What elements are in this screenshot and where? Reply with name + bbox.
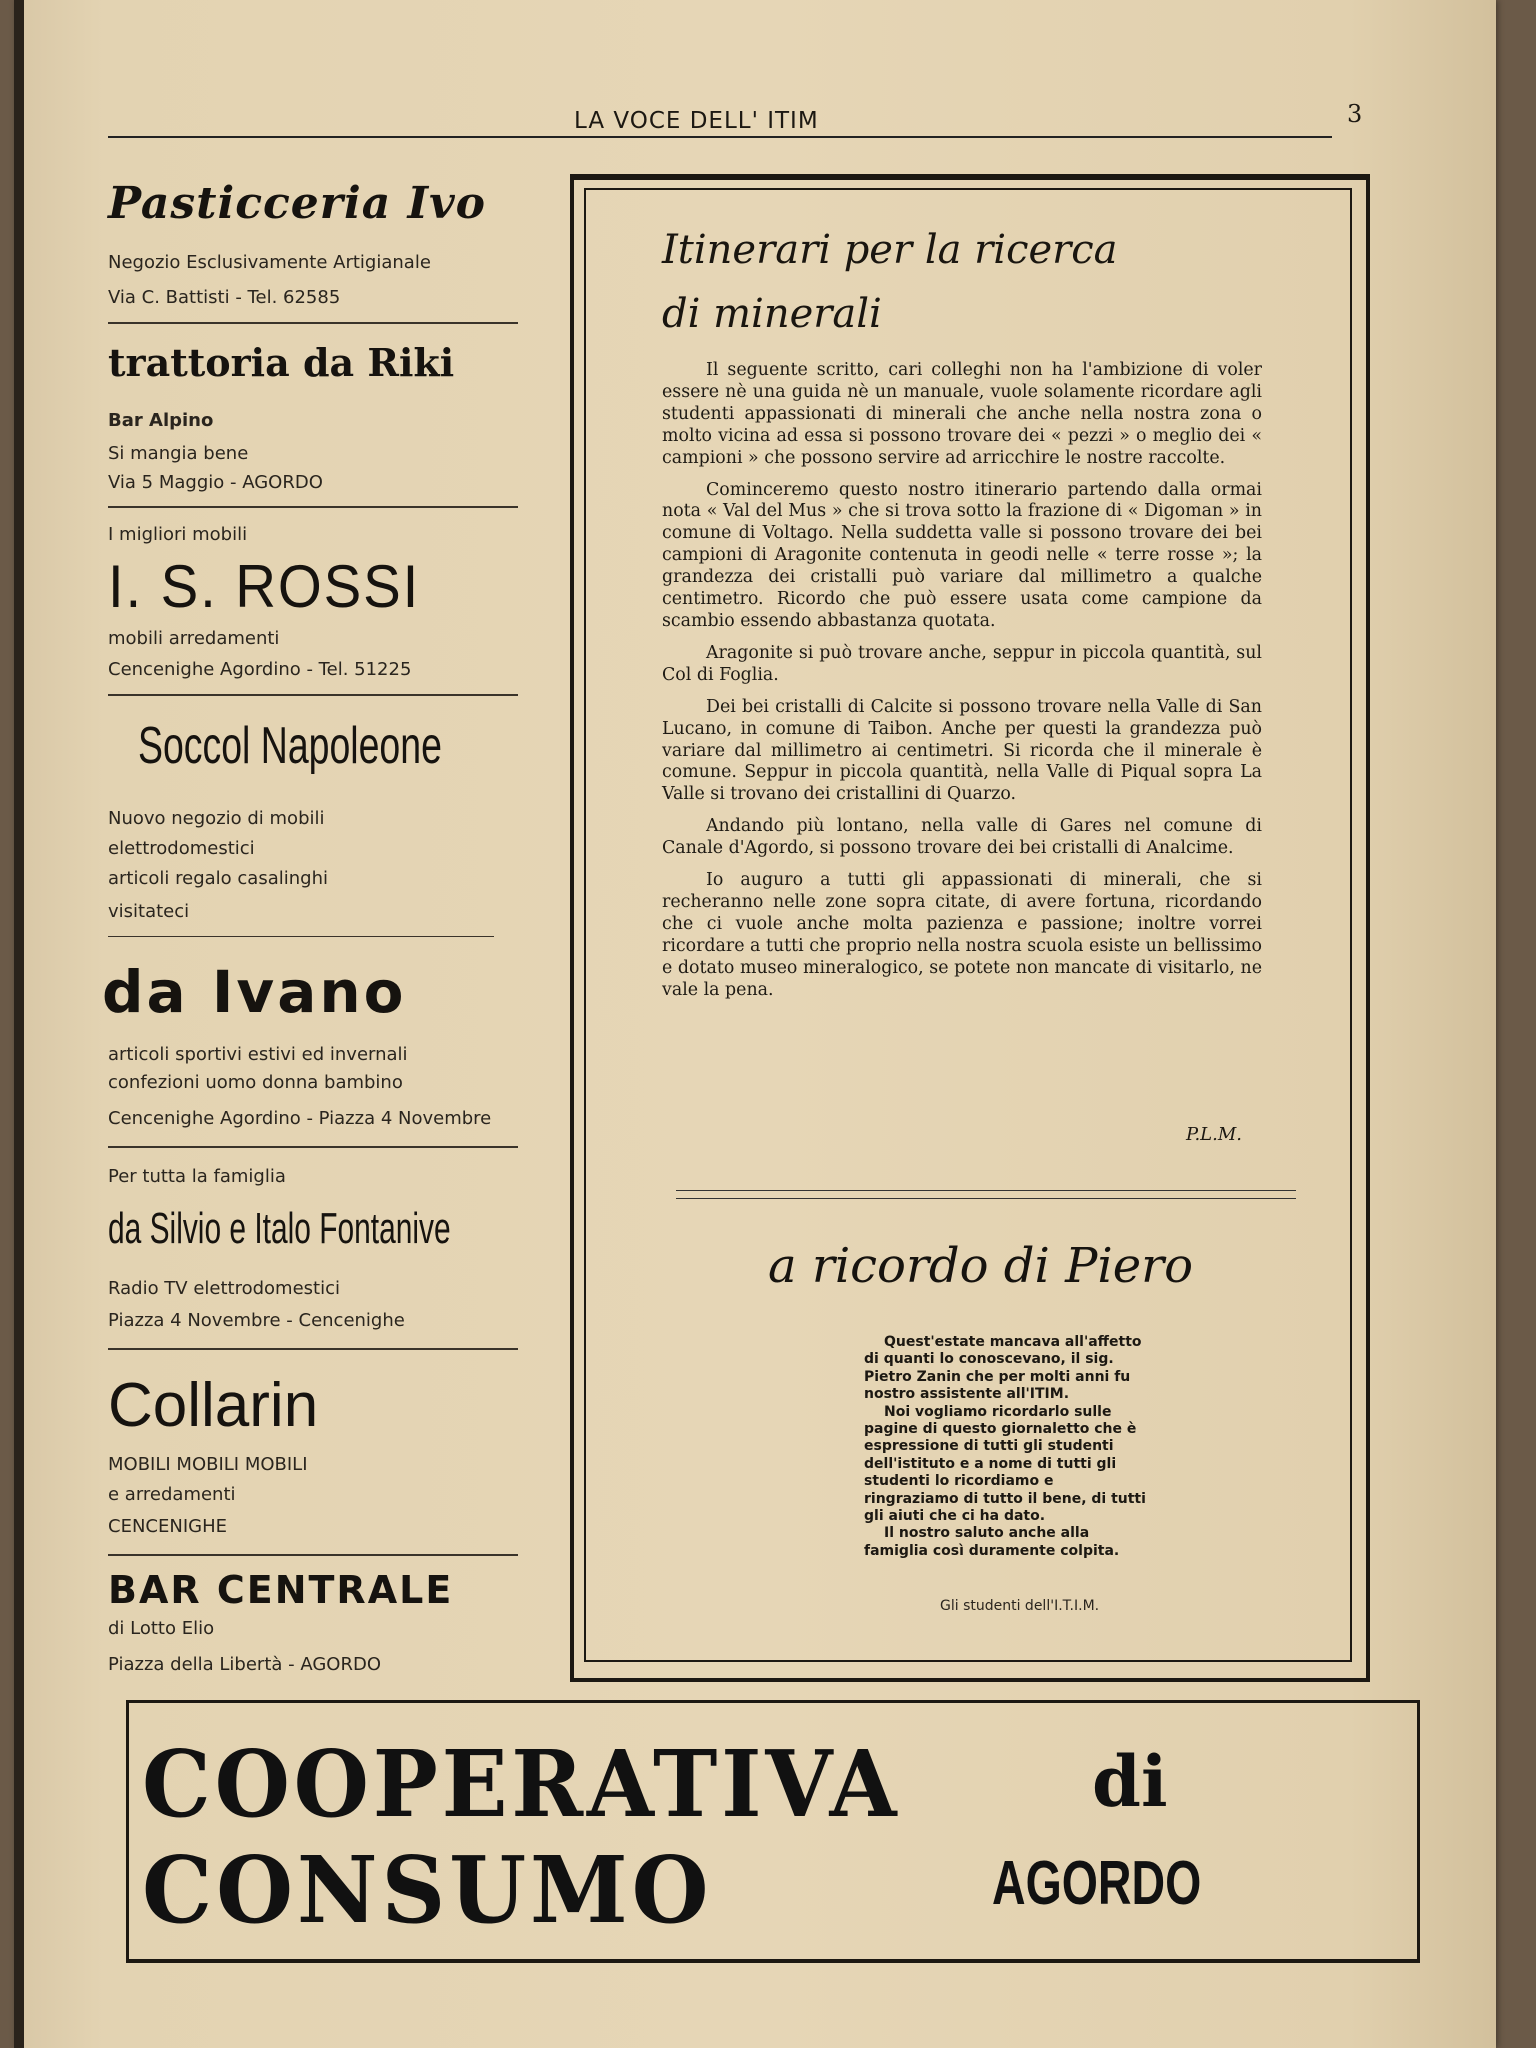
ad-divider [108, 506, 518, 508]
ad-bar-centrale-line: di Lotto Elio [108, 1618, 215, 1639]
article-paragraph: Il seguente scritto, cari colleghi non ha l'ambizione di voler essere nè una guida nè un manuale, vuole solamente ricordare agli studenti appassionati di minerali che anche nella nostra zona o molto vicina ad essa si possono trovare dei « pezzi » o meglio dei « campioni » che possono servire ad arricchire le nostre raccolte. [662, 360, 1262, 468]
ricordo-title: a ricordo di Piero [768, 1238, 1194, 1294]
ad-ivano-name: da Ivano [102, 958, 407, 1026]
article-paragraph: Io auguro a tutti gli appassionati di minerali, che si recheranno nelle zone sopra citate, di avere fortuna, ricordando che ci vuole anche molta pazienza e passione; inoltre vorrei ricordare a tutti che proprio nella nostra scuola esiste un bellissimo e dotato museo mineralogico, se potete non mancate di visitarlo, ne vale la pena. [662, 870, 1262, 1000]
ad-ivano-line: articoli sportivi estivi ed invernali [108, 1044, 408, 1065]
coop-line2: CONSUMO [142, 1836, 713, 1944]
ad-divider [108, 936, 494, 937]
ad-rossi-line: mobili arredamenti [108, 628, 280, 649]
ad-pasticceria-ivo-line: Negozio Esclusivamente Artigianale [108, 252, 431, 273]
ad-soccol-line: Nuovo negozio di mobili [108, 808, 325, 829]
article-body [662, 360, 1262, 1011]
article-paragraph: Aragonite si può trovare anche, seppur in piccola quantità, sul Col di Foglia. [662, 642, 1262, 685]
ad-divider [108, 322, 518, 324]
newspaper-page [14, 0, 1496, 2048]
ad-rossi-line: Cencenighe Agordino - Tel. 51225 [108, 659, 412, 680]
article-title-line: di minerali [662, 291, 882, 337]
ad-soccol-name: Soccol Napoleone [138, 717, 442, 775]
ad-soccol-line: articoli regalo casalinghi [108, 868, 328, 889]
ad-collarin-line: CENCENIGHE [108, 1516, 227, 1537]
article-paragraph: Dei bei cristalli di Calcite si possono trovare nella Valle di San Lucano, in comune di Taibon. Anche per questi la grandezza può variare dal millimetro ai centimetri. Si ricorda che il minerale è comune. Seppur in piccola quantità, nella Valle di Piqual sopra La Valle si trovano dei cristallini di Quarzo. [662, 696, 1262, 805]
article-paragraph: Cominceremo questo nostro itinerario partendo dalla ormai nota « Val del Mus » che si trova sotto la frazione di « Digoman » in comune di Voltago. Nella suddetta valle si possono trovare dei bei campioni di Aragonite contenuta in geodi nelle « terre rosse »; la grandezza dei cristalli può variare dal millimetro a qualche centimetro. Ricordo che può essere usata come campione da scambio essendo abbastanza quotata. [662, 479, 1262, 631]
ad-divider [108, 694, 518, 696]
ad-ivano-line: Cencenighe Agordino - Piazza 4 Novembre [108, 1108, 492, 1129]
ad-fontanive-pre: Per tutta la famiglia [108, 1166, 286, 1187]
ad-trattoria-riki-line: Si mangia bene [108, 443, 249, 464]
article-paragraph: Andando più lontano, nella valle di Gares nel comune di Canale d'Agordo, si possono trovare dei bei cristalli di Analcime. [662, 816, 1262, 859]
coop-line1-suffix: di [1092, 1740, 1168, 1823]
ad-fontanive-name: da Silvio e Italo Fontanive [108, 1204, 451, 1253]
ad-collarin-line: e arredamenti [108, 1484, 236, 1505]
ad-ivano-line: confezioni uomo donna bambino [108, 1072, 403, 1093]
coop-line1: COOPERATIVA [142, 1730, 901, 1838]
ad-trattoria-riki-line: Via 5 Maggio - AGORDO [108, 472, 323, 493]
ad-divider [108, 1554, 518, 1556]
ad-trattoria-riki-line: Bar Alpino [108, 410, 214, 431]
ad-collarin-line: MOBILI MOBILI MOBILI [108, 1454, 308, 1475]
section-divider [676, 1190, 1296, 1191]
ad-fontanive-line: Radio TV elettrodomestici [108, 1278, 340, 1299]
masthead-title: LA VOCE DELL' ITIM [574, 108, 819, 134]
ad-pasticceria-ivo-name: Pasticceria Ivo [108, 178, 487, 229]
ad-rossi-pre: I migliori mobili [108, 524, 248, 545]
ad-soccol-line: elettrodomestici [108, 838, 255, 859]
ad-soccol-line: visitateci [108, 901, 190, 922]
ad-collarin-name: Collarin [108, 1371, 319, 1440]
ad-fontanive-line: Piazza 4 Novembre - Cencenighe [108, 1310, 405, 1331]
ricordo-paragraph: Noi vogliamo ricordarlo sulle pagine di questo giornaletto che è espressione di tutti gli studenti dell'istituto e a nome di tutti gli studenti lo ricordiamo e ringraziamo di tutto il bene, di tutti gli aiuti che ci ha dato. [864, 1403, 1146, 1525]
ricordo-paragraph: Il nostro saluto anche alla famiglia così duramente colpita. [864, 1525, 1120, 1559]
article-signature: P.L.M. [1186, 1124, 1243, 1145]
ricordo-paragraph: Quest'estate mancava all'affetto di quanti lo conoscevano, il sig. Pietro Zanin che per molti anni fu nostro assistente all'ITIM. [864, 1334, 1142, 1403]
ad-divider [108, 1348, 518, 1350]
article-title [662, 218, 1182, 346]
article-title-line: Itinerari per la ricerca [662, 227, 1118, 273]
masthead-rule [108, 136, 1332, 138]
ad-bar-centrale-name: BAR CENTRALE [108, 1568, 454, 1612]
ad-bar-centrale-line: Piazza della Libertà - AGORDO [108, 1654, 381, 1675]
coop-place: AGORDO [992, 1849, 1202, 1918]
ad-rossi-name: I. S. ROSSI [108, 553, 421, 620]
section-divider [676, 1198, 1296, 1199]
ricordo-signature: Gli studenti dell'I.T.I.M. [940, 1598, 1100, 1614]
ricordo-body [864, 1334, 1146, 1560]
ad-trattoria-riki-name: trattoria da Riki [108, 340, 455, 385]
page-number: 3 [1347, 100, 1363, 128]
ad-divider [108, 1146, 518, 1148]
ad-pasticceria-ivo-line: Via C. Battisti - Tel. 62585 [108, 287, 341, 308]
